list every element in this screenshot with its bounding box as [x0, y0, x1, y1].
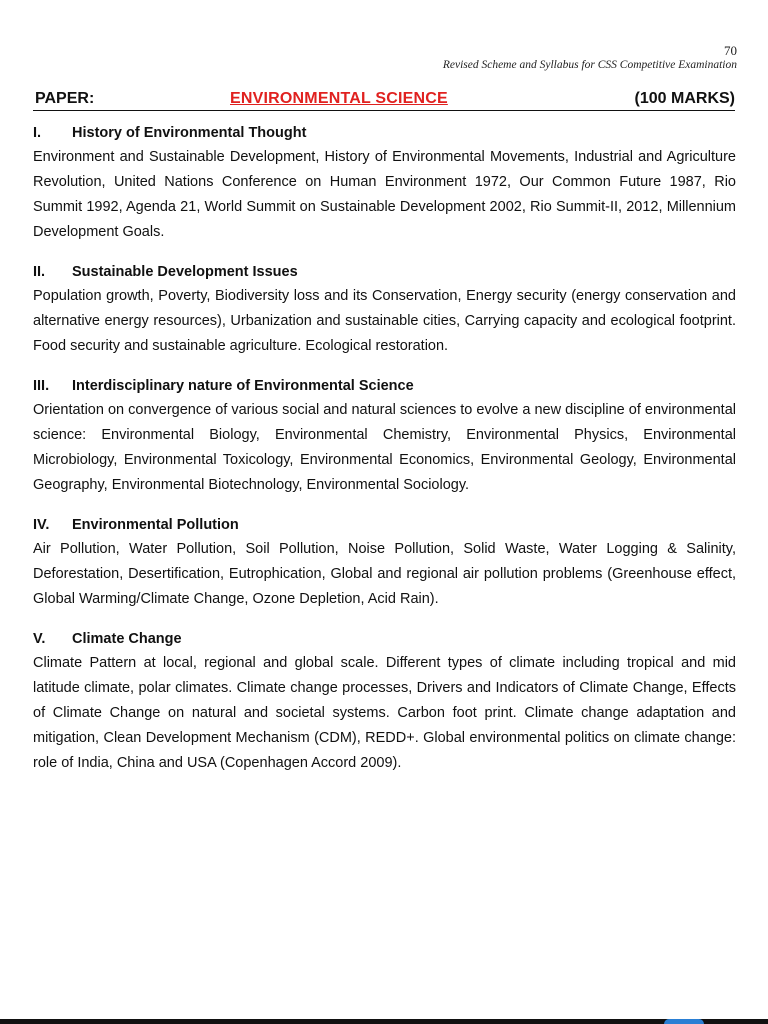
bottom-edge-bar: [0, 1019, 768, 1024]
scroll-indicator: [664, 1019, 704, 1024]
section-title: History of Environmental Thought: [72, 125, 307, 141]
section-number: II.: [33, 264, 46, 280]
section-title: Environmental Pollution: [72, 517, 239, 533]
section-climate-change: [33, 627, 736, 776]
section-title: Interdisciplinary nature of Environmental Science: [72, 378, 414, 394]
section-number: V.: [33, 631, 46, 647]
section-heading: [33, 121, 736, 145]
running-head: Revised Scheme and Syllabus for CSS Competitive Examination: [442, 59, 737, 71]
section-pollution: [33, 513, 736, 612]
paper-subject: ENVIRONMENTAL SCIENCE: [230, 90, 448, 107]
section-heading: [33, 513, 736, 537]
section-body: Population growth, Poverty, Biodiversity loss and its Conservation, Energy security (energy conservation and alternative energy resources), Urbanization and sustainable cities, Carrying capacity and ecological footprint. Food security and sustainable agriculture. Ecological restoration.: [33, 288, 736, 354]
section-title: Sustainable Development Issues: [72, 264, 298, 280]
section-interdisciplinary: [33, 374, 736, 498]
section-title: Climate Change: [72, 631, 182, 647]
paper-marks: (100 MARKS): [634, 90, 735, 107]
paper-title-row: [33, 88, 735, 111]
section-number: III.: [33, 378, 50, 394]
paper-label: PAPER:: [35, 90, 95, 107]
section-heading: [33, 627, 736, 651]
syllabus-content: [33, 121, 736, 791]
section-body: Orientation on convergence of various social and natural sciences to evolve a new discipline of environmental science: Environmental Biology, Environmental Chemistry, Environmental Physics, Environmental Microbiology, Environmental Toxicology, Environmental Economics, Environmental Geology, Environmental Geography, Environmental Biotechnology, Environmental Sociology.: [33, 402, 736, 493]
section-heading: [33, 260, 736, 284]
page-number: 70: [724, 43, 737, 58]
section-body: Climate Pattern at local, regional and global scale. Different types of climate including tropical and mid latitude climate, polar climates. Climate change processes, Drivers and Indicators of Climate Change, Effects of Climate Change on natural and societal systems. Carbon foot print. Climate change adaptation and mitigation, Clean Development Mechanism (CDM), REDD+. Global environmental politics on climate change: role of India, China and USA (Copenhagen Accord 2009).: [33, 655, 736, 771]
section-history: [33, 121, 736, 245]
section-body: Air Pollution, Water Pollution, Soil Pollution, Noise Pollution, Solid Waste, Water Logging & Salinity, Deforestation, Desertification, Eutrophication, Global and regional air pollution problems (Greenhouse effect, Global Warming/Climate Change, Ozone Depletion, Acid Rain).: [33, 541, 736, 607]
section-number: IV.: [33, 517, 50, 533]
section-body: Environment and Sustainable Development, History of Environmental Movements, Industrial and Agriculture Revolution, United Nations Conference on Human Environment 1972, Our Common Future 1987, Rio Summit 1992, Agenda 21, World Summit on Sustainable Development 2002, Rio Summit-II, 2012, Millennium Development Goals.: [33, 149, 736, 240]
section-number: I.: [33, 125, 42, 141]
section-sustainable-development: [33, 260, 736, 359]
section-heading: [33, 374, 736, 398]
